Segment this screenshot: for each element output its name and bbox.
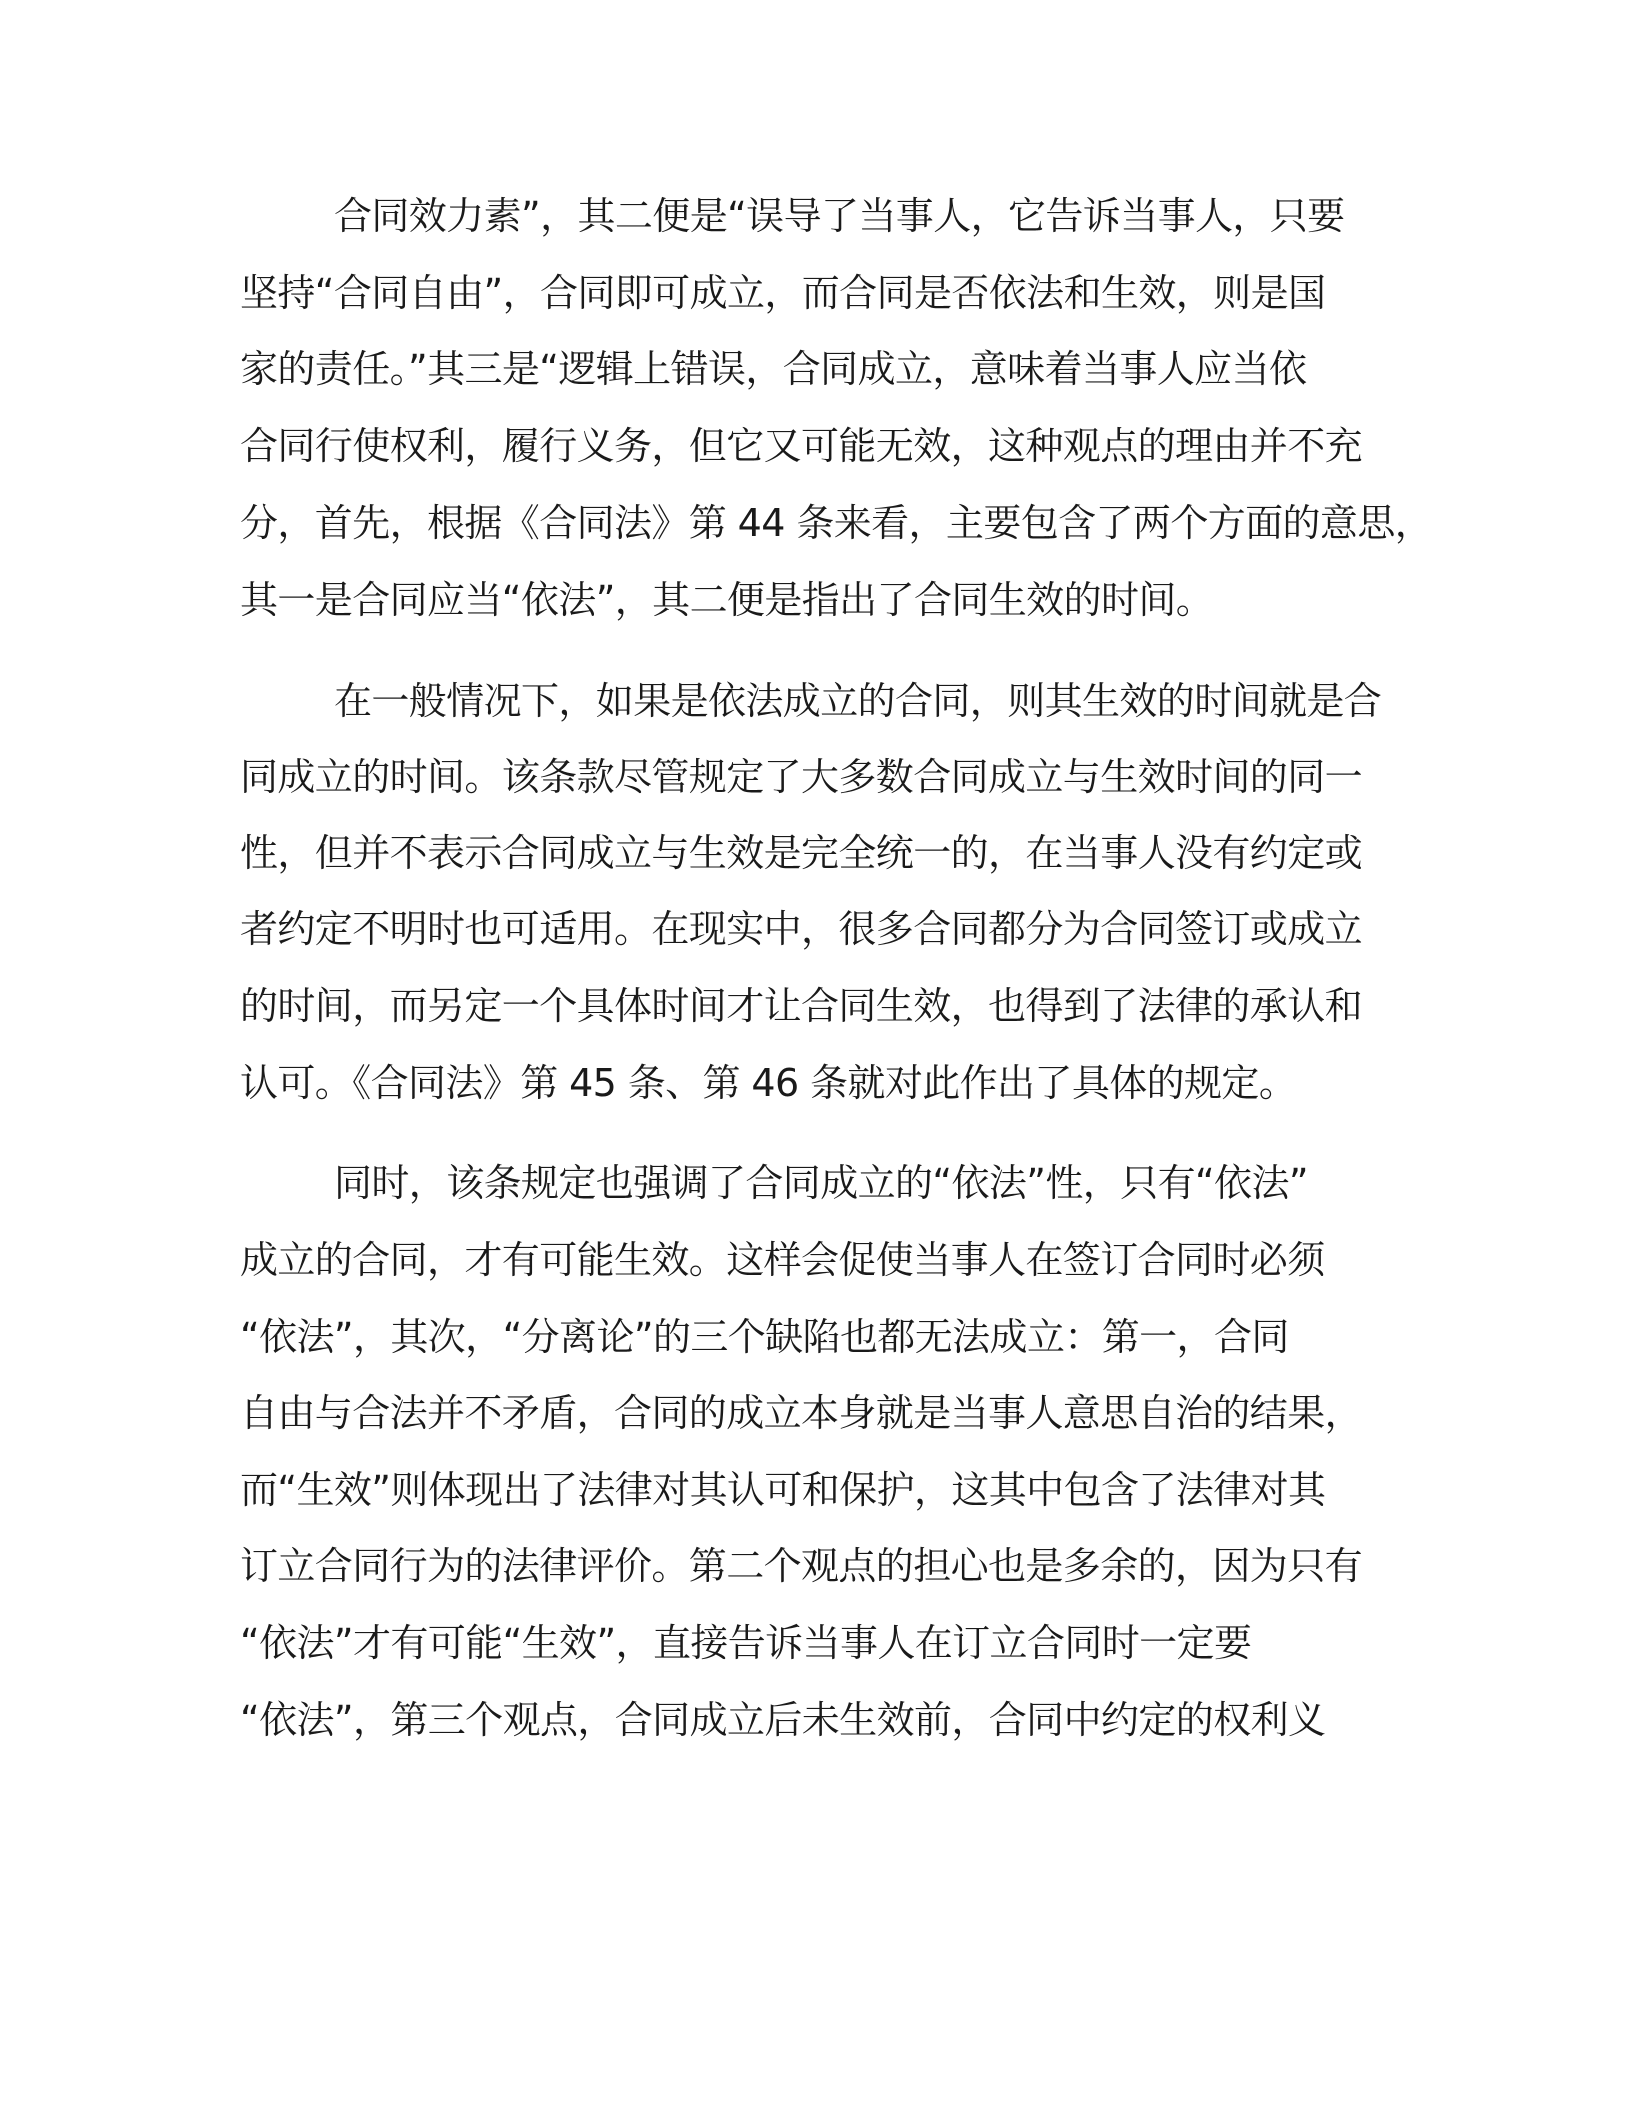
paragraph-2-line-3: 性，但并不表示合同成立与生效是完全统一的，在当事人没有约定或 — [240, 831, 1363, 875]
paragraph-1-line-2: 坚持“合同自由”，合同即可成立，而合同是否依法和生效，则是国 — [240, 271, 1326, 315]
paragraph-1-line-6: 其一是合同应当“依法”，其二便是指出了合同生效的时间。 — [240, 578, 1214, 622]
paragraph-3-line-4: 自由与合法并不矛盾，合同的成立本身就是当事人意思自治的结果， — [240, 1391, 1363, 1435]
paragraph-3-line-3: “依法”，其次，“分离论”的三个缺陷也都无法成立：第一，合同 — [240, 1315, 1289, 1359]
paragraph-1-line-4: 合同行使权利，履行义务，但它又可能无效，这种观点的理由并不充 — [240, 424, 1363, 468]
paragraph-3-line-5: 而“生效”则体现出了法律对其认可和保护，这其中包含了法律对其 — [240, 1468, 1326, 1512]
paragraph-2-line-4: 者约定不明时也可适用。在现实中，很多合同都分为合同签订或成立 — [240, 907, 1363, 951]
paragraph-3-line-8: “依法”，第三个观点，合同成立后未生效前，合同中约定的权利义 — [240, 1698, 1326, 1742]
paragraph-2-line-6: 认可。《合同法》第 45 条、第 46 条就对此作出了具体的规定。 — [240, 1061, 1297, 1105]
paragraph-2-line-1: 在一般情况下，如果是依法成立的合同，则其生效的时间就是合 — [334, 679, 1382, 723]
paragraph-3-line-6: 订立合同行为的法律评价。第二个观点的担心也是多余的，因为只有 — [240, 1544, 1363, 1588]
paragraph-1-line-5: 分，首先，根据《合同法》第 44 条来看，主要包含了两个方面的意思， — [240, 501, 1433, 545]
paragraph-2-line-2: 同成立的时间。该条款尽管规定了大多数合同成立与生效时间的同一 — [240, 755, 1363, 799]
paragraph-2-line-5: 的时间，而另定一个具体时间才让合同生效，也得到了法律的承认和 — [240, 984, 1363, 1028]
paragraph-3-line-2: 成立的合同，才有可能生效。这样会促使当事人在签订合同时必须 — [240, 1238, 1325, 1282]
paragraph-1-line-3: 家的责任。”其三是“逻辑上错误，合同成立，意味着当事人应当依 — [240, 347, 1307, 391]
paragraph-1-line-1: 合同效力素”，其二便是“误导了当事人，它告诉当事人，只要 — [334, 194, 1345, 238]
paragraph-3-line-1: 同时，该条规定也强调了合同成立的“依法”性，只有“依法” — [334, 1161, 1308, 1205]
paragraph-3-line-7: “依法”才有可能“生效”，直接告诉当事人在订立合同时一定要 — [240, 1621, 1252, 1665]
